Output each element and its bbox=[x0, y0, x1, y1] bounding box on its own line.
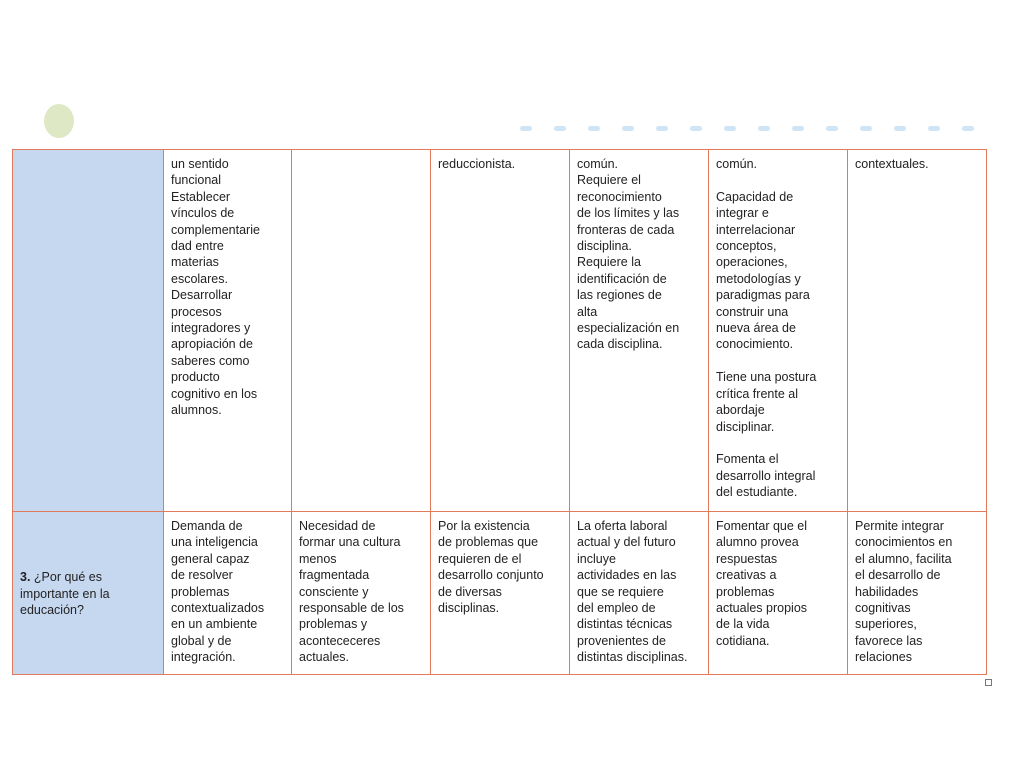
table-cell: común. Requiere el reconocimiento de los límites y las fronteras de cada disciplina. Requiere la identificación de las regiones de alta especialización en cada disciplina. bbox=[570, 150, 709, 512]
table-cell: un sentido funcional Establecer vínculos de complementarie dad entre materias escolares. Desarrollar procesos integradores y apropiación de saberes como producto cognitivo en los alumnos. bbox=[164, 150, 292, 512]
decorative-dots bbox=[520, 126, 974, 131]
table-row bbox=[13, 512, 987, 675]
table-cell: Demanda de una inteligencia general capaz de resolver problemas contextualizados en un ambiente global y de integración. bbox=[164, 512, 292, 675]
row-label-number: 3. bbox=[20, 570, 31, 585]
table-cell: reduccionista. bbox=[431, 150, 570, 512]
table-cell: Permite integrar conocimientos en el alumno, facilita el desarrollo de habilidades cognitivas superiores, favorece las relaciones bbox=[848, 512, 987, 675]
row-label-text: ¿Por qué es importante en la educación? bbox=[20, 570, 110, 618]
table-cell: Necesidad de formar una cultura menos fragmentada consciente y responsable de los problemas y acontececeres actuales. bbox=[292, 512, 431, 675]
table-cell: Fomentar que el alumno provea respuestas creativas a problemas actuales propios de la vida cotidiana. bbox=[709, 512, 848, 675]
row-label-cell bbox=[13, 150, 164, 512]
comparison-table bbox=[12, 149, 987, 675]
table-row bbox=[13, 150, 987, 512]
decorative-circle bbox=[44, 104, 74, 138]
table-cell: Por la existencia de problemas que requieren de el desarrollo conjunto de diversas disciplinas. bbox=[431, 512, 570, 675]
table-end-marker bbox=[985, 679, 992, 686]
table-cell: contextuales. bbox=[848, 150, 987, 512]
table-cell: La oferta laboral actual y del futuro incluye actividades en las que se requiere del empleo de distintas técnicas provenientes de distintas disciplinas. bbox=[570, 512, 709, 675]
table-cell bbox=[292, 150, 431, 512]
row-label-cell bbox=[13, 512, 164, 675]
table-cell: común. Capacidad de integrar e interrelacionar conceptos, operaciones, metodologías y paradigmas para construir una nueva área de conocimiento. Tiene una postura crítica frente al abordaje disciplinar. Fomenta el desarrollo integral del estudiante. bbox=[709, 150, 848, 512]
